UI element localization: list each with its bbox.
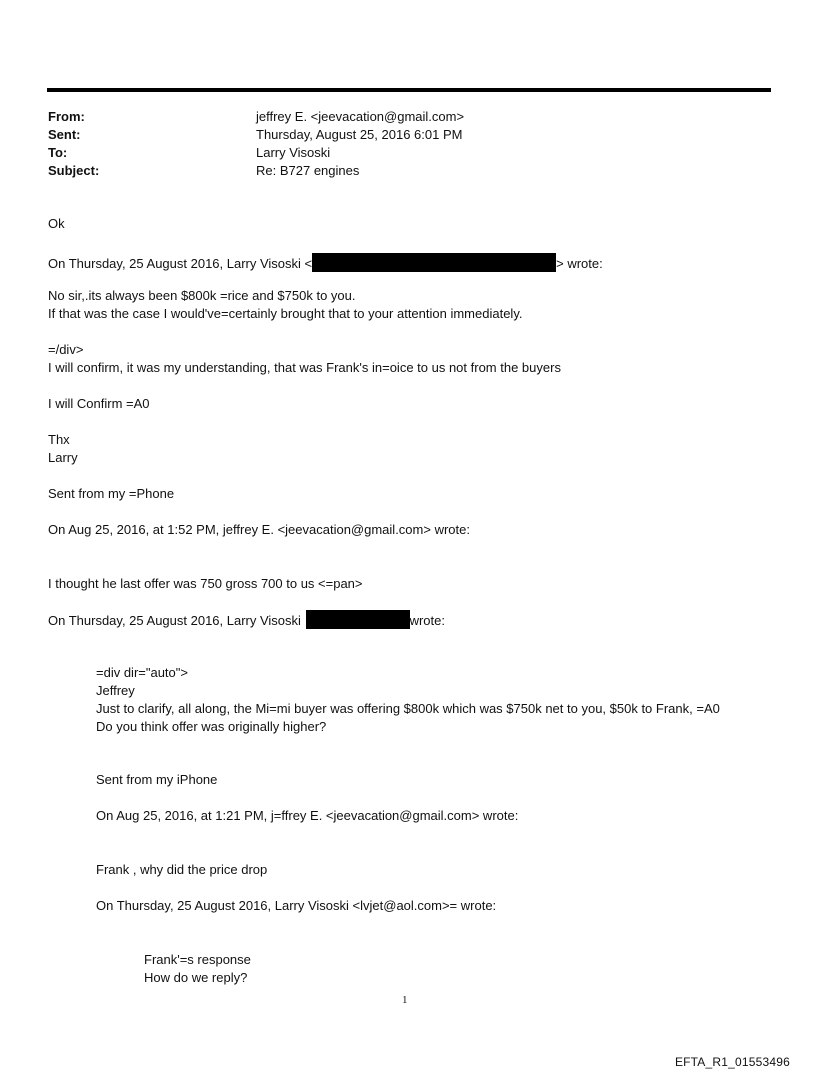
redaction-box xyxy=(312,253,556,272)
body-line: I thought he last offer was 750 gross 700 to us <=pan> xyxy=(48,576,363,591)
email-header xyxy=(48,108,748,180)
to-label: To: xyxy=(48,145,68,160)
body-line: Thx xyxy=(48,432,70,447)
body-line: If that was the case I would've=certainly brought that to your attention immediately. xyxy=(48,306,523,321)
body-line: I will Confirm =A0 xyxy=(48,396,150,411)
body-line: How do we reply? xyxy=(144,970,248,985)
body-line: Jeffrey xyxy=(96,683,135,698)
body-line: Frank , why did the price drop xyxy=(96,862,268,877)
body-line: =/div> xyxy=(48,342,84,357)
body-line: Just to clarify, all along, the Mi=mi buyer was offering $800k which was $750k net to you, $50k to Frank, =A0 xyxy=(96,701,720,716)
quote-header-1-suffix: > wrote: xyxy=(556,256,603,271)
quote-header-5: On Thursday, 25 August 2016, Larry Visoski <lvjet@aol.com>= wrote: xyxy=(96,898,497,913)
quote-header-1-prefix: On Thursday, 25 August 2016, Larry Visoski < xyxy=(48,256,313,271)
subject-label: Subject: xyxy=(48,163,100,178)
subject-row xyxy=(48,162,748,180)
header-divider xyxy=(47,88,771,92)
signature-name: Larry xyxy=(48,450,78,465)
quote-header-2: On Aug 25, 2016, at 1:52 PM, jeffrey E. <jeevacation@gmail.com> wrote: xyxy=(48,522,470,537)
body-line: Frank'=s response xyxy=(144,952,251,967)
quote-header-3-suffix: wrote: xyxy=(409,613,445,628)
subject-value: Re: B727 engines xyxy=(256,163,360,178)
body-line: I will confirm, it was my understanding, that was Frank's in=oice to us not from the buyers xyxy=(48,360,561,375)
page-number: 1 xyxy=(402,994,408,1006)
document-id: EFTA_R1_01553496 xyxy=(674,1055,790,1069)
sent-value: Thursday, August 25, 2016 6:01 PM xyxy=(256,127,463,142)
body-line: Do you think offer was originally higher? xyxy=(96,719,327,734)
from-label: From: xyxy=(48,109,85,124)
from-value: jeffrey E. <jeevacation@gmail.com> xyxy=(256,109,465,124)
from-row xyxy=(48,108,748,126)
sent-from-line: Sent from my iPhone xyxy=(96,772,218,787)
to-value: Larry Visoski xyxy=(256,145,331,160)
quote-header-3-prefix: On Thursday, 25 August 2016, Larry Visoski xyxy=(48,613,301,628)
sent-label: Sent: xyxy=(48,127,81,142)
redaction-box xyxy=(306,610,410,629)
reply-text: Ok xyxy=(48,216,65,231)
to-row xyxy=(48,144,748,162)
body-line: =div dir="auto"> xyxy=(96,665,188,680)
sent-from-line: Sent from my =Phone xyxy=(48,486,175,501)
quote-header-1 xyxy=(48,253,603,273)
quote-header-4: On Aug 25, 2016, at 1:21 PM, j=ffrey E. <jeevacation@gmail.com> wrote: xyxy=(96,808,519,823)
sent-row xyxy=(48,126,748,144)
quote-header-3 xyxy=(48,610,445,630)
body-line: No sir,.its always been $800k =rice and $750k to you. xyxy=(48,288,356,303)
